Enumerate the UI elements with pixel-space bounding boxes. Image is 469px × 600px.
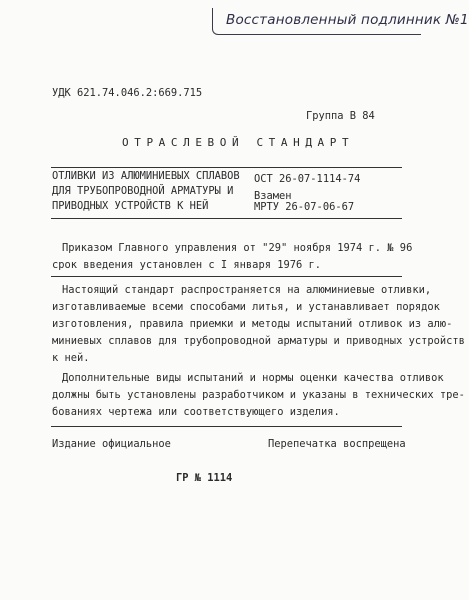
group-code: Группа В 84 xyxy=(306,110,375,122)
replaces-number: МРТУ 26-07-06-67 xyxy=(254,201,355,213)
restoration-stamp: Восстановленный подлинник №1 xyxy=(226,12,469,28)
scope-line-5: к ней. xyxy=(52,352,90,364)
order-line-1: Приказом Главного управления от "29" ноября 1974 г. № 96 xyxy=(62,242,413,254)
extra-line-3: бованиях чертежа или соответствующего изделия. xyxy=(52,406,340,418)
order-line-2: срок введения установлен с I января 1976 г. xyxy=(52,259,321,271)
doc-title-line-1: ОТЛИВКИ ИЗ АЛЮМИНИЕВЫХ СПЛАВОВ xyxy=(52,170,240,182)
footer-rule xyxy=(51,426,402,427)
extra-line-2: должны быть установлены разработчиком и указаны в технических тре- xyxy=(52,389,465,401)
replaces-label: Взамен xyxy=(254,190,292,202)
scope-line-2: изготавливаемые всеми способами литья, и устанавливает порядок xyxy=(52,301,440,313)
ost-number: ОСТ 26-07-1114-74 xyxy=(254,173,361,185)
extra-line-1: Дополнительные виды испытаний и нормы оценки качества отливок xyxy=(62,372,444,384)
scope-line-1: Настоящий стандарт распространяется на алюминиевые отливки, xyxy=(62,284,432,296)
title-rule xyxy=(51,218,402,219)
edition-label: Издание официальное xyxy=(52,438,171,450)
udk-code: УДК 621.74.046.2:669.715 xyxy=(52,87,203,99)
gr-number: ГР № 1114 xyxy=(176,472,233,484)
scope-line-3: изготовления, правила приемки и методы испытаний отливок из алю- xyxy=(52,318,453,330)
doc-title-line-3: ПРИВОДНЫХ УСТРОЙСТВ К НЕЙ xyxy=(52,200,209,212)
top-rule xyxy=(51,167,402,168)
reprint-notice: Перепечатка воспрещена xyxy=(268,438,406,450)
standard-title: ОТРАСЛЕВОЙ СТАНДАРТ xyxy=(122,136,355,149)
scope-line-4: миниевых сплавов для трубопроводной арматуры и приводных устройств xyxy=(52,335,465,347)
order-rule xyxy=(51,276,402,277)
doc-title-line-2: ДЛЯ ТРУБОПРОВОДНОЙ АРМАТУРЫ И xyxy=(52,185,234,197)
